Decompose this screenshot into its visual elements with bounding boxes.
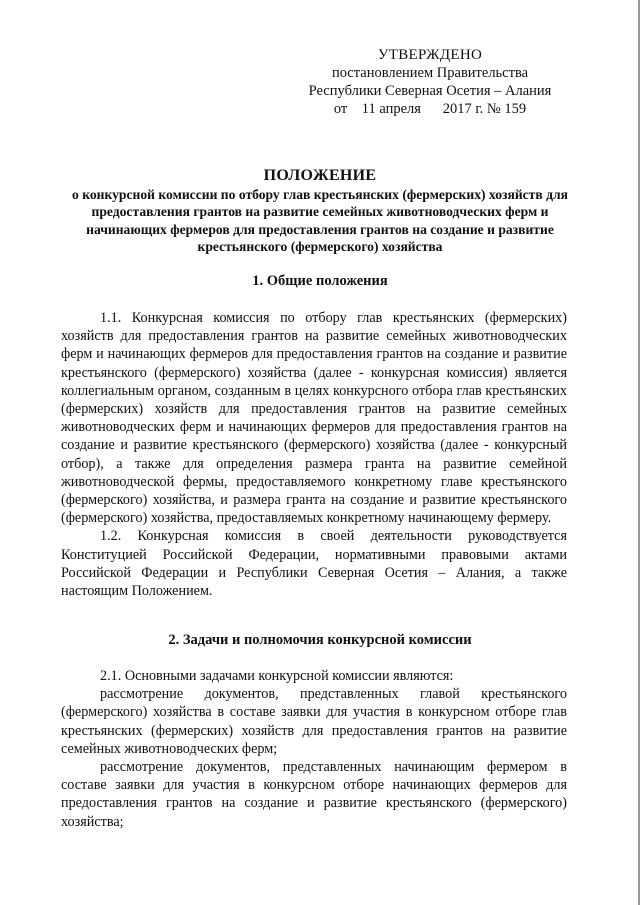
document-header (60, 166, 580, 255)
paragraph: рассмотрение документов, представленных главой крестьянского (фермерского) хозяйства в составе заявки для участия в конкурсном отборе глав крестьянских (фермерских) хозяйств для предоставления грантов на развитие семейных животноводческих ферм; (61, 686, 567, 757)
approval-date-line: от 11 апреля 2017 г. № 159 (333, 101, 527, 117)
approval-stamp-block (290, 46, 570, 118)
section-heading-general: 1. Общие положения (252, 273, 388, 289)
section-heading-tasks: 2. Задачи и полномочия конкурсной комиссии (168, 632, 472, 648)
section-body-tasks (61, 667, 567, 831)
section-body-general (61, 309, 567, 600)
paragraph: 2.1. Основными задачами конкурсной комиссии являются: (100, 668, 454, 684)
paragraph: рассмотрение документов, представленных начинающим фермером в составе заявки для участия в конкурсном отборе начинающих фермеров для предоставления грантов на создание и развитие крестьянского (фермерского) хозяйства; (61, 759, 567, 830)
approval-line-2: Республики Северная Осетия – Алания (308, 83, 552, 99)
document-subtitle: о конкурсной комиссии по отбору глав крестьянских (фермерских) хозяйств для предоставления грантов на развитие семейных животноводческих ферм и начинающих фермеров для предоставления грантов на создание и развитие крестьянского (фермерского) хозяйства (72, 187, 568, 254)
approval-line-1: постановлением Правительства (331, 65, 529, 81)
paragraph: 1.2. Конкурсная комиссия в своей деятельности руководствуется Конституцией Российской Федерации, нормативными правовыми актами Российской Федерации и Республики Северная Осетия – Алания, а также настоящим Положением. (61, 528, 567, 600)
document-title: ПОЛОЖЕНИЕ (263, 167, 377, 184)
paragraph: 1.1. Конкурсная комиссия по отбору глав крестьянских (фермерских) хозяйств для предоставления грантов на развитие семейных животноводческих ферм и начинающих фермеров для предоставления грантов на создание и развитие крестьянского (фермерского) хозяйства (далее - конкурсная комиссия) является коллегиальным органом, созданным в целях конкурсного отбора глав крестьянских (фермерских) хозяйств для предоставления грантов на развитие семейных животноводческих ферм и начинающих фермеров для предоставления грантов на создание и развитие крестьянского (фермерского) хозяйства (далее - конкурсный отбор), а также для определения размера гранта на развитие семейной животноводческой фермы, предоставляемого конкретному главе крестьянского (фермерского) хозяйства, и размера гранта на создание и развитие крестьянского (фермерского) хозяйства, предоставляемых конкретному начинающему фермеру. (61, 310, 567, 527)
approval-title: УТВЕРЖДЕНО (377, 47, 483, 63)
